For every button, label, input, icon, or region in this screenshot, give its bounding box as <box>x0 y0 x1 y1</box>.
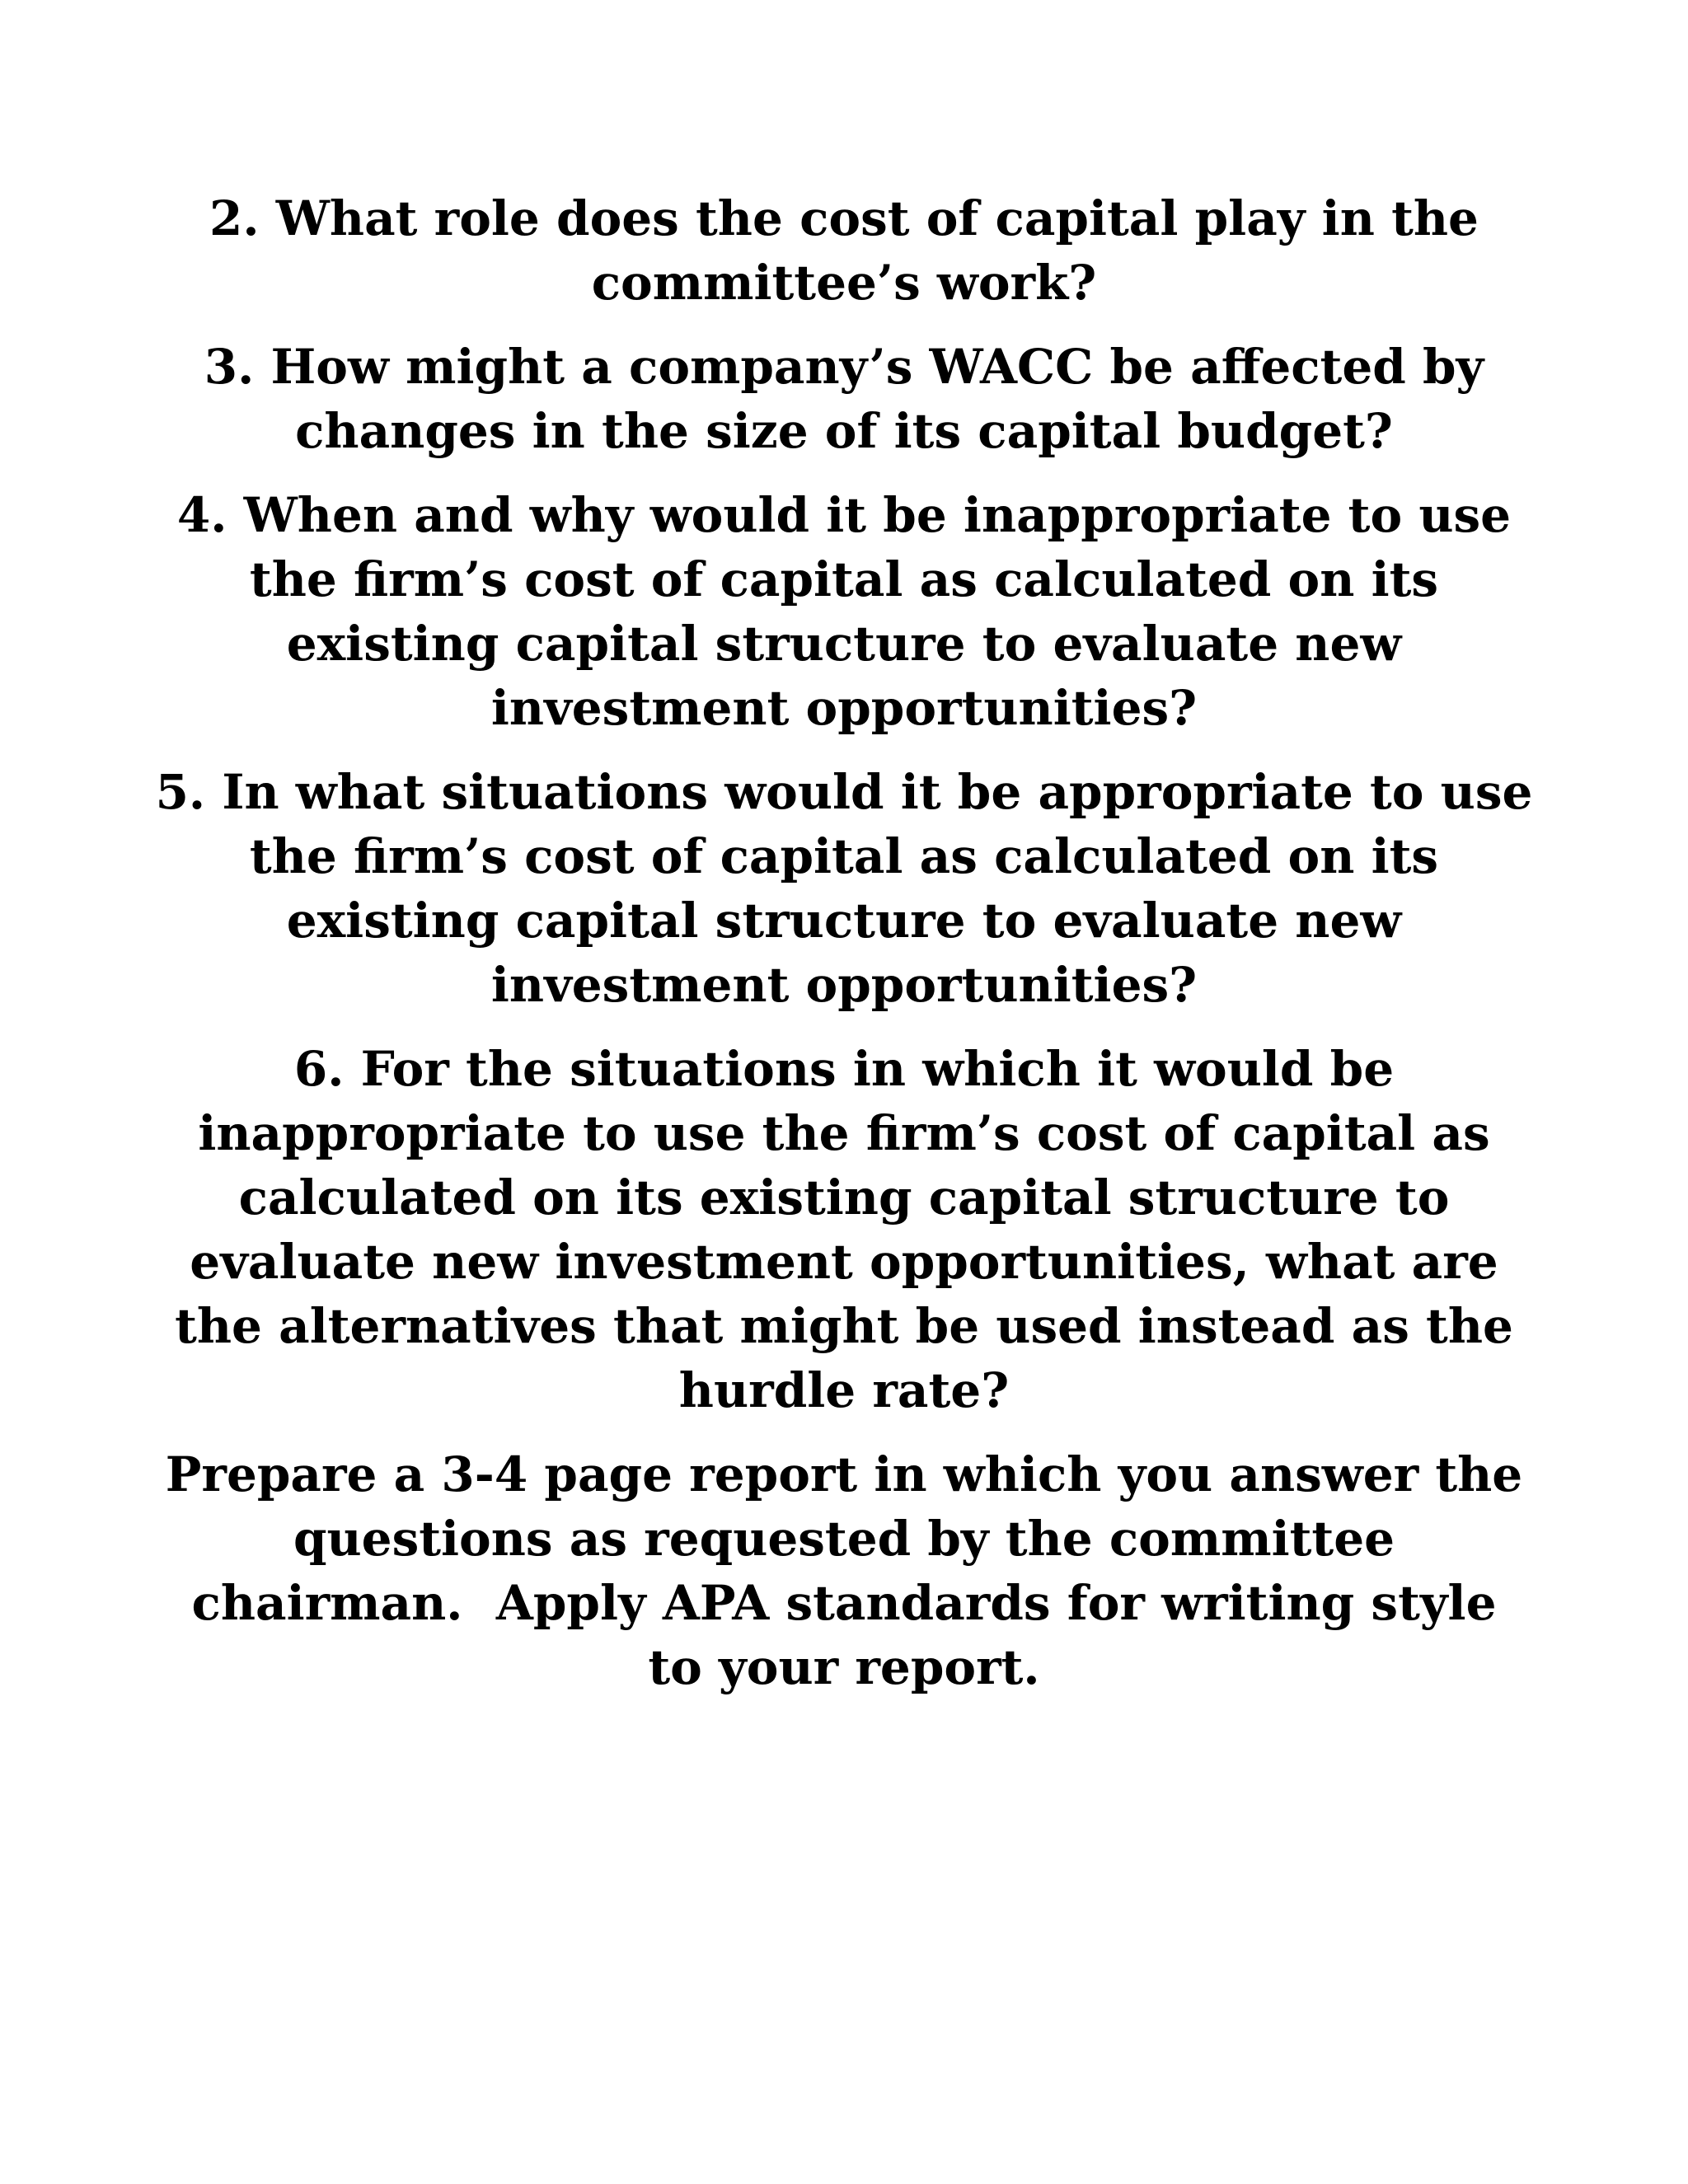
question-3 <box>148 335 1540 463</box>
question-line: changes in the size of its capital budget? <box>295 403 1393 459</box>
document-body <box>148 186 1540 1719</box>
question-4 <box>148 483 1540 740</box>
question-line: the firm’s cost of capital as calculated on its <box>249 828 1439 884</box>
question-line: 5. In what situations would it be appropriate to use <box>155 764 1533 820</box>
question-line: existing capital structure to evaluate new <box>286 616 1402 672</box>
instruction-line: chairman. Apply APA standards for writing style <box>191 1575 1497 1631</box>
instruction-line: questions as requested by the committee <box>293 1511 1395 1567</box>
question-line: 6. For the situations in which it would be <box>293 1041 1395 1097</box>
question-line: the firm’s cost of capital as calculated on its <box>249 551 1439 607</box>
question-line: 2. What role does the cost of capital play in the <box>209 190 1479 246</box>
question-5 <box>148 760 1540 1017</box>
question-line: calculated on its existing capital structure to <box>238 1169 1450 1226</box>
question-line: hurdle rate? <box>678 1362 1010 1418</box>
question-line: investment opportunities? <box>490 957 1198 1013</box>
question-line: existing capital structure to evaluate new <box>286 893 1402 949</box>
question-line: 4. When and why would it be inappropriate to use <box>176 487 1512 543</box>
question-2 <box>148 186 1540 315</box>
question-6 <box>148 1037 1540 1422</box>
instruction-line: to your report. <box>648 1639 1040 1695</box>
report-instructions <box>148 1442 1540 1699</box>
instruction-line: Prepare a 3-4 page report in which you answer the <box>165 1446 1523 1502</box>
question-line: evaluate new investment opportunities, what are <box>190 1234 1498 1290</box>
question-line: inappropriate to use the firm’s cost of capital as <box>198 1105 1490 1161</box>
question-line: investment opportunities? <box>490 680 1198 736</box>
question-line: the alternatives that might be used instead as the <box>175 1298 1513 1354</box>
question-line: 3. How might a company’s WACC be affected by <box>204 339 1484 395</box>
question-line: committee’s work? <box>591 255 1097 311</box>
